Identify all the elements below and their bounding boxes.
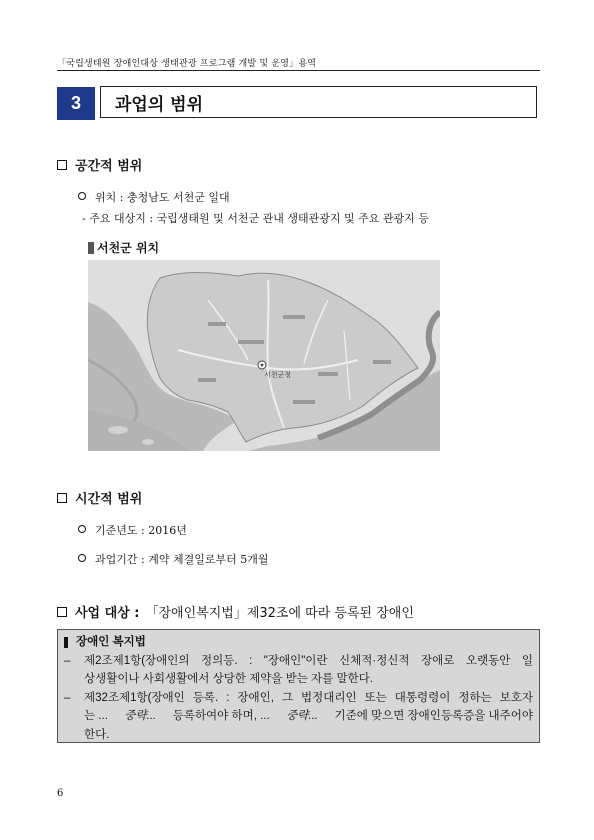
bookmark-icon [88,242,94,254]
law-item-1-line-1: 제2조제1항(장애인의 정의등. : "장애인"이란 신체적·정신적 장애로 오랫동안 일 [84,654,533,667]
running-header: 「국립생태원 장애인대상 생태관광 프로그램 개발 및 운영」용역 [57,59,317,69]
circle-bullet-icon [78,554,86,562]
map-caption-text: 서천군 위치 [97,241,160,255]
law-title-text: 장애인 복지법 [76,636,146,648]
law-title [64,633,533,652]
targets-item: - 주요 대상지 : 국립생태원 및 서천군 관내 생태관광지 및 주요 관광지 등 [82,212,429,225]
map-town-label: 서천군청 [264,371,292,379]
target-heading-text: 「장애인복지법」제32조에 따라 등록된 장애인 [145,606,414,621]
dash-marker: – [64,654,71,667]
map-graphic [88,260,440,451]
law-item-2 [64,689,533,745]
period-item [78,551,268,567]
checkbox-icon [57,607,67,617]
location-item [78,189,230,205]
temporal-heading-text: 시간적 범위 [75,492,143,507]
target-heading-label: 사업 대상 : [75,606,140,621]
location-text: 위치 : 충청남도 서천군 일대 [95,191,230,204]
base-year-text: 기준년도 : 2016년 [95,524,187,537]
map-caption [88,239,159,256]
law-item-1-line-2: 상생활이나 사회생활에서 상당한 제약을 받는 자를 말한다. [84,673,373,686]
circle-bullet-icon [78,192,86,200]
checkbox-icon [57,493,67,503]
header-rule [57,70,540,71]
page-number: 6 [57,788,64,799]
law-item-2-line-3: 한다. [84,728,110,741]
law-item-2-line-2 [84,707,533,726]
square-marker-icon [64,637,68,648]
spatial-heading [57,155,142,174]
law-box [57,629,540,743]
target-heading [57,602,414,621]
location-map [88,260,440,451]
chapter-number: 3 [57,87,95,120]
law-text-segment: 등록하여야 하며, ... [172,710,270,723]
law-item-2-line-1: 제32조제1항(장애인 등록. : 장애인, 그 법정대리인 또는 대통령령이 정하는 보호자 [84,691,533,704]
law-text-segment: 기준에 맞으면 장애인등록증을 내주어야 [334,710,533,723]
law-text-omitted: 중략... [286,710,318,723]
law-text-omitted: 중략... [124,710,157,723]
spatial-heading-text: 공간적 범위 [75,159,143,174]
temporal-heading [57,488,142,507]
law-item-1 [64,652,533,689]
base-year-item [78,522,187,538]
checkbox-icon [57,160,67,170]
period-text: 과업기간 : 계약 체결일로부터 5개월 [95,553,269,566]
dash-marker: – [64,691,71,704]
circle-bullet-icon [78,525,86,533]
law-text-segment: 는 ... [84,710,108,723]
chapter-title: 과업의 범위 [100,86,537,118]
